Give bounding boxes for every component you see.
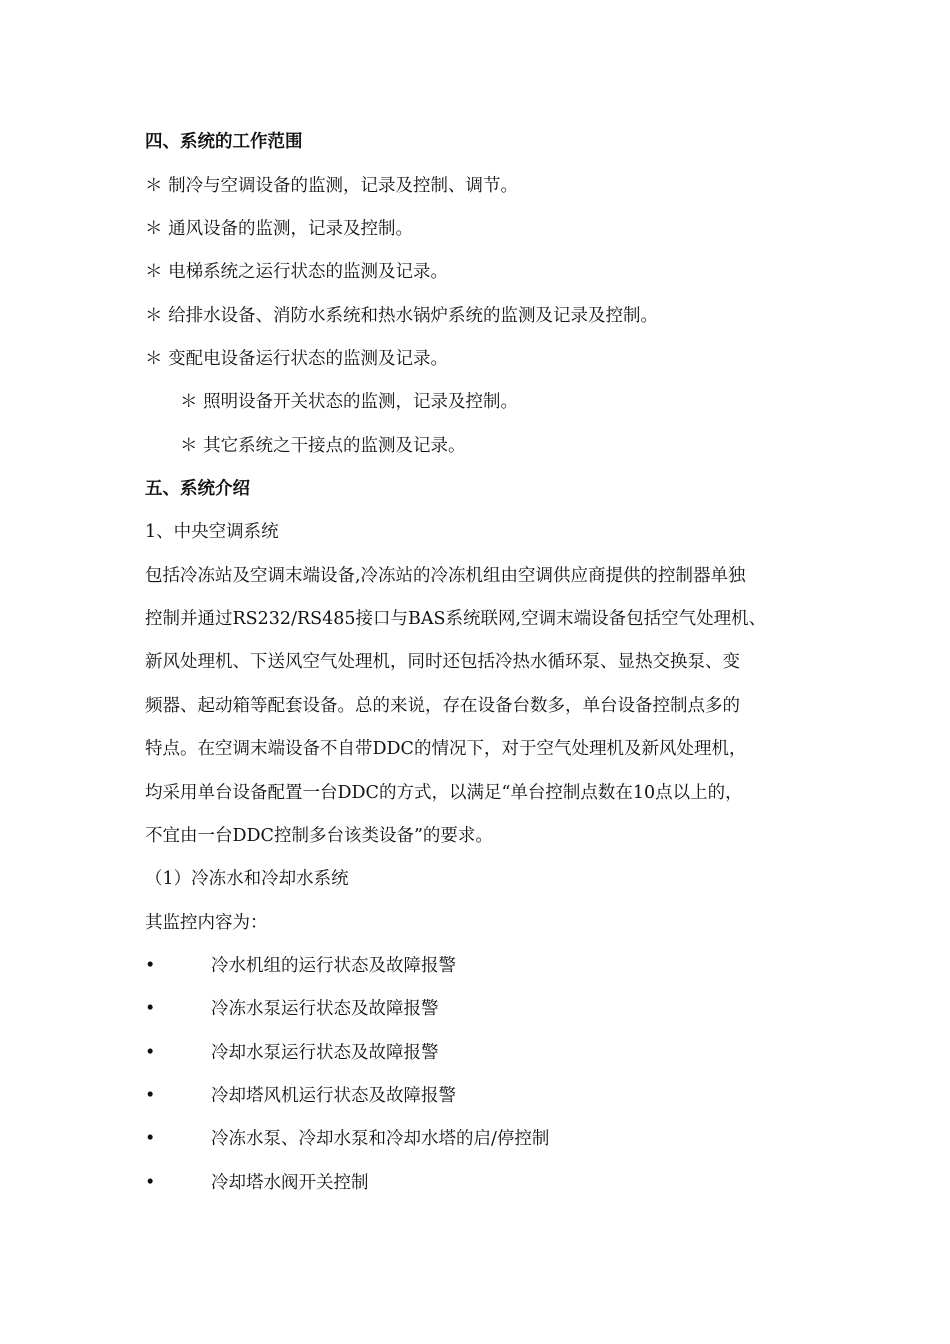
list-item [145, 1127, 549, 1151]
list-item [145, 1041, 439, 1065]
section4-item-5: ＊ 变配电设备运行状态的监测及记录。 [145, 349, 449, 369]
paragraph-line-1: 包括冷冻站及空调末端设备,冷冻站的冷冻机组由空调供应商提供的控制器单独 [145, 566, 746, 586]
section4-item-3: ＊ 电梯系统之运行状态的监测及记录。 [145, 262, 449, 282]
section4-item-1: ＊ 制冷与空调设备的监测，记录及控制、调节。 [145, 176, 519, 196]
bullet-icon: • [145, 1043, 156, 1063]
section4-item-2: ＊ 通风设备的监测，记录及控制。 [145, 219, 414, 239]
paragraph-line-3: 新风处理机、下送风空气处理机，同时还包括冷热水循环泵、显热交换泵、变 [145, 652, 740, 672]
paragraph-line-5: 特点。在空调末端设备不自带DDC的情况下，对于空气处理机及新风处理机， [145, 739, 747, 759]
section4-indented-item-2: ＊ 其它系统之干接点的监测及记录。 [180, 436, 466, 456]
monitor-intro: 其监控内容为： [145, 913, 268, 933]
section4-item-4: ＊ 给排水设备、消防水系统和热水锅炉系统的监测及记录及控制。 [145, 306, 659, 326]
paragraph-line-2: 控制并通过RS232/RS485接口与BAS系统联网,空调末端设备包括空气处理机、 [145, 609, 767, 629]
bullet-icon: • [145, 956, 156, 976]
list-item-text: 冷却塔水阀开关控制 [211, 1173, 369, 1193]
list-item-text: 冷冻水泵运行状态及故障报警 [211, 999, 439, 1019]
section5-heading: 五、系统介绍 [145, 479, 250, 499]
subsection-heading: （1）冷冻水和冷却水系统 [145, 869, 349, 889]
paragraph-line-4: 频器、起动箱等配套设备。总的来说，存在设备台数多，单台设备控制点多的 [145, 696, 740, 716]
bullet-icon: • [145, 1129, 156, 1149]
list-item-text: 冷水机组的运行状态及故障报警 [211, 956, 456, 976]
paragraph-line-7: 不宜由一台DDC控制多台该类设备”的要求。 [145, 826, 493, 846]
list-item-text: 冷却水泵运行状态及故障报警 [211, 1043, 439, 1063]
paragraph-line-6: 均采用单台设备配置一台DDC的方式，以满足“单台控制点数在10点以上的， [145, 783, 743, 803]
section5-subheading: 1、中央空调系统 [145, 522, 279, 542]
list-item [145, 997, 439, 1021]
section4-heading: 四、系统的工作范围 [145, 132, 303, 152]
list-item [145, 1084, 456, 1108]
bullet-icon: • [145, 1173, 156, 1193]
list-item [145, 1171, 369, 1195]
bullet-icon: • [145, 999, 156, 1019]
section4-indented-item-1: ＊ 照明设备开关状态的监测，记录及控制。 [180, 392, 519, 412]
list-item [145, 954, 456, 978]
bullet-icon: • [145, 1086, 156, 1106]
list-item-text: 冷却塔风机运行状态及故障报警 [211, 1086, 456, 1106]
list-item-text: 冷冻水泵、冷却水泵和冷却水塔的启/停控制 [211, 1129, 550, 1149]
